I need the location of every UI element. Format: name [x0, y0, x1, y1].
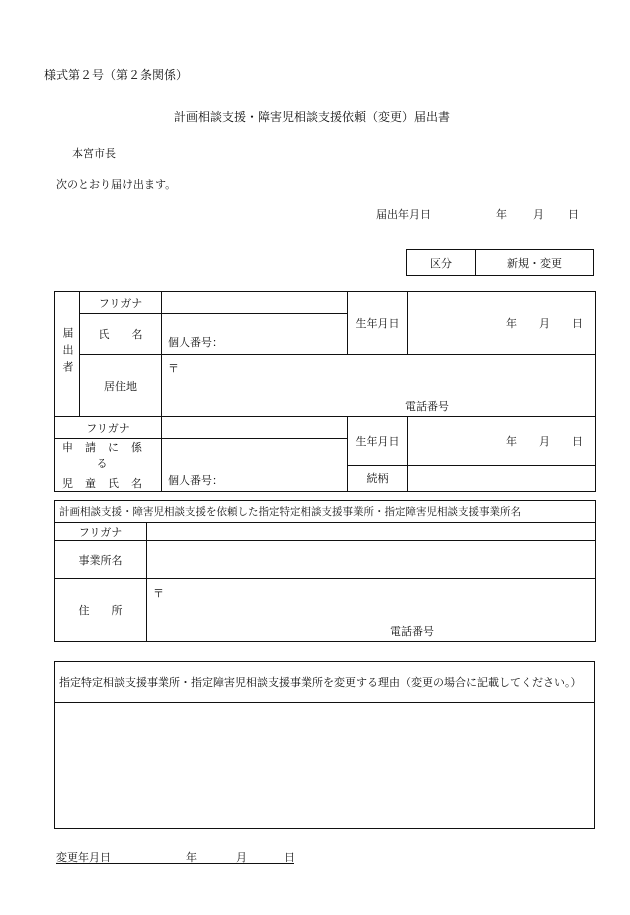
office-name-label: 事業所名 [55, 541, 147, 579]
applicant-birth-month: 月 [539, 317, 550, 330]
addressee: 本宮市長 [72, 147, 116, 160]
category-table [406, 249, 594, 276]
submission-date-day[interactable]: 日 [568, 208, 579, 221]
child-birth-label: 生年月日 [348, 417, 408, 466]
applicant-postal-mark: 〒 [168, 362, 179, 375]
submission-date-year[interactable]: 年 [496, 208, 507, 221]
applicant-group-label: 届出者 [55, 292, 80, 417]
change-reason-header: 指定特定相談支援事業所・指定障害児相談支援事業所を変更する理由（変更の場合に記載してください。） [55, 662, 595, 703]
applicant-name-label: 氏 名 [80, 314, 162, 355]
office-header: 計画相談支援・障害児相談支援を依頼した指定特定相談支援事業所・指定障害児相談支援事業所名 [55, 501, 596, 523]
applicant-birth-year: 年 [506, 317, 517, 330]
intro-text: 次のとおり届け出ます。 [56, 178, 177, 191]
change-reason-table [54, 661, 595, 829]
submission-date-month[interactable]: 月 [533, 208, 544, 221]
child-relation-field[interactable] [408, 465, 596, 492]
office-address-field[interactable] [147, 579, 596, 642]
child-furigana-field[interactable] [162, 417, 348, 439]
change-date-year: 年 [186, 851, 197, 864]
office-furigana-field[interactable] [147, 523, 596, 541]
applicant-birth-label: 生年月日 [348, 292, 408, 355]
office-phone-label: 電話番号 [390, 625, 434, 638]
change-date-month: 月 [236, 851, 247, 864]
child-birth-year: 年 [506, 434, 517, 448]
change-date-day: 日 [284, 851, 295, 864]
office-furigana-label: フリガナ [55, 523, 147, 541]
child-name-label: 申請に係る 児童氏名 [55, 439, 162, 492]
office-table [54, 500, 596, 642]
change-reason-field[interactable] [55, 703, 595, 829]
form-number: 様式第２号（第２条関係） [44, 68, 189, 82]
change-date-label: 変更年月日 [56, 851, 111, 864]
applicant-table [54, 291, 596, 492]
applicant-furigana-label: フリガナ [80, 292, 162, 314]
applicant-birth-day: 日 [572, 317, 583, 330]
category-label: 区分 [407, 250, 476, 276]
office-name-field[interactable] [147, 541, 596, 579]
applicant-birth-field[interactable] [408, 292, 596, 355]
applicant-my-number-label: 個人番号： [168, 336, 223, 349]
applicant-furigana-field[interactable] [162, 292, 348, 314]
child-my-number-label: 個人番号： [168, 474, 223, 487]
page-title: 計画相談支援・障害児相談支援依頼（変更）届出書 [174, 110, 451, 124]
category-value[interactable]: 新規・変更 [476, 250, 594, 276]
office-address-label: 住 所 [55, 579, 147, 642]
applicant-phone-label: 電話番号 [405, 400, 449, 413]
submission-date-label: 届出年月日 [376, 208, 431, 221]
child-birth-field[interactable] [408, 417, 596, 466]
office-postal-mark: 〒 [153, 587, 164, 600]
child-relation-label: 続柄 [348, 465, 408, 492]
child-birth-month: 月 [539, 434, 550, 448]
applicant-address-field[interactable] [162, 355, 596, 417]
child-furigana-label: フリガナ [55, 417, 162, 439]
applicant-name-field[interactable] [162, 314, 348, 355]
child-birth-day: 日 [572, 434, 583, 448]
child-name-field[interactable] [162, 439, 348, 492]
applicant-address-label: 居住地 [80, 355, 162, 417]
